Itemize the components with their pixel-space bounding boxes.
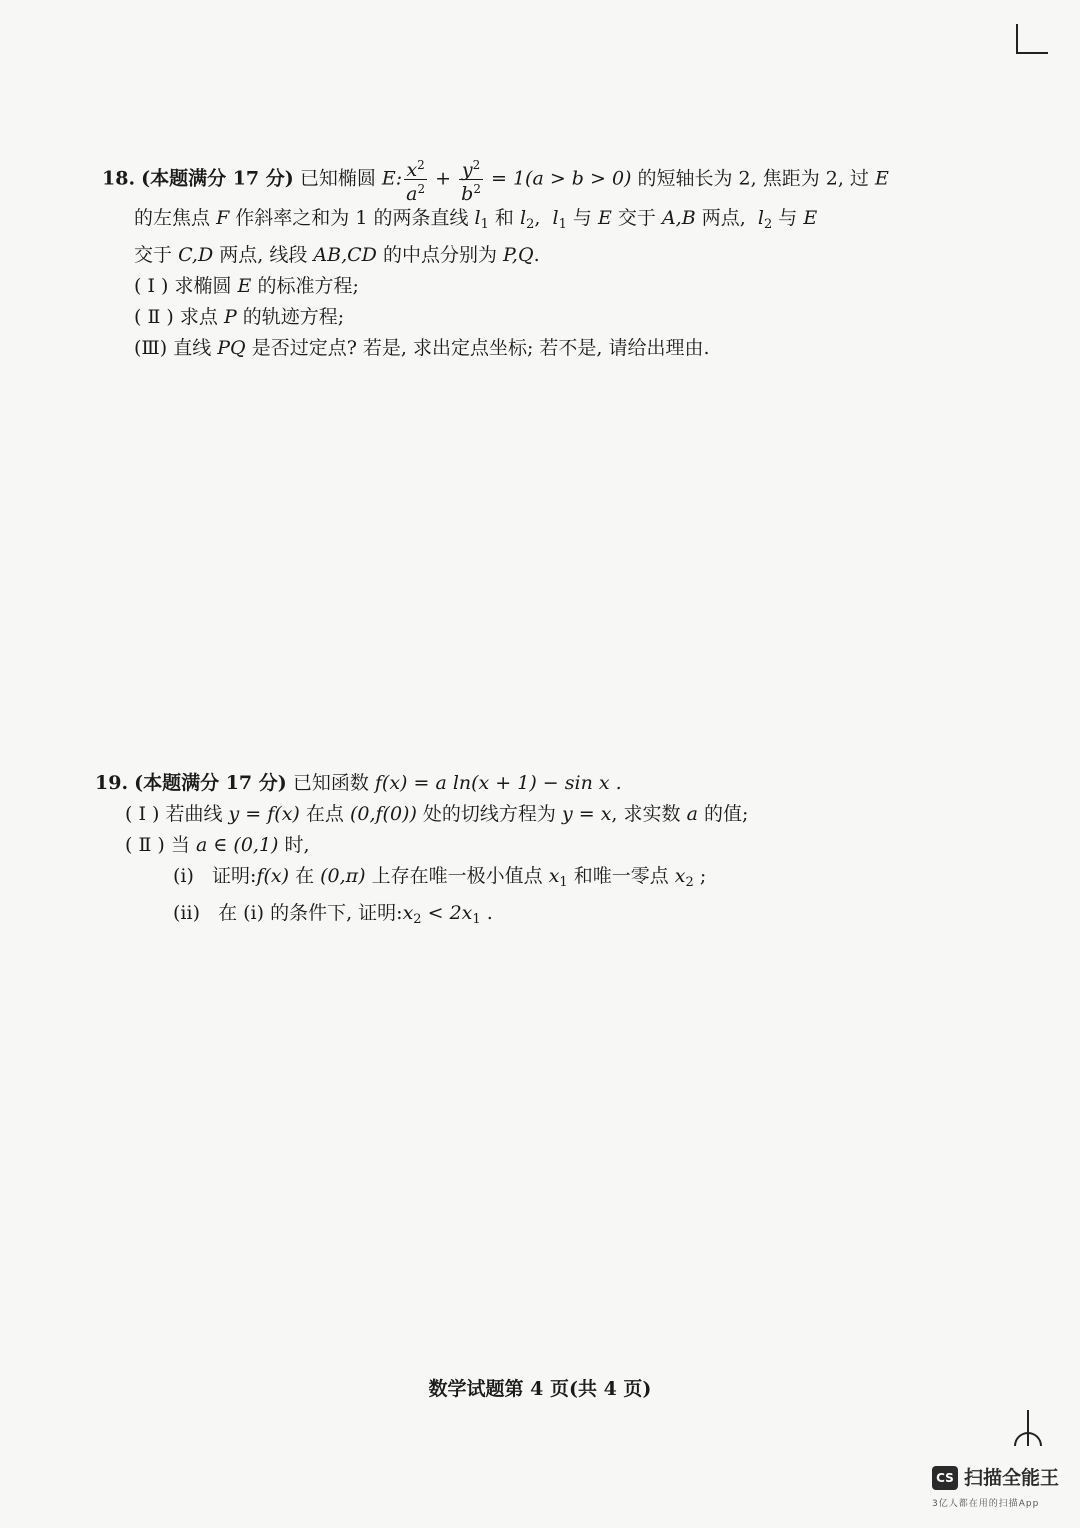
math-point: (0,f(0)) (349, 803, 417, 825)
problem-number: 18. (102, 167, 136, 190)
subscript: 2 (685, 875, 694, 890)
text: 直线 (173, 337, 212, 359)
text: 交于 (617, 207, 656, 229)
problem-18-line-1: 18. (本题满分 17 分) 已知椭圆 E: $\frac{x^2}{a^2}$ + $\frac{y^2}{b^2}$ = 1(a > b > 0) 的短轴长为 2, 焦距为 2, 过 E (102, 158, 889, 205)
text: 的短轴长为 2, 焦距为 2, 过 (637, 167, 869, 190)
math-fx: f(x) (256, 865, 290, 887)
math-CD: C,D (178, 244, 214, 266)
math-inequality: < 2 (421, 902, 462, 924)
subpart-label: (ii) (173, 902, 200, 924)
text: 当 (170, 834, 190, 856)
text: 求点 (179, 306, 218, 328)
text: 两点, 线段 (219, 244, 308, 266)
fraction-y2-b2: $\frac{y^2}{b^2}$ (461, 158, 481, 205)
math-x: x (406, 159, 418, 181)
math-a: a (406, 183, 418, 205)
text: 在点 (305, 803, 344, 825)
math-PQ: P,Q (503, 244, 534, 266)
math-equation-rest: = 1(a > b > 0) (491, 167, 632, 190)
text: 时, (284, 834, 310, 856)
fraction-x2-a2: $\frac{x^2}{a^2}$ (406, 158, 426, 205)
subscript: 1 (559, 875, 568, 890)
math-l: l (757, 207, 764, 229)
text: 两点, (701, 207, 746, 229)
math-interval: (0,π) (320, 865, 366, 887)
text: 作斜率之和为 1 的两条直线 (235, 207, 469, 229)
problem-19 (95, 768, 895, 935)
problem-score: (本题满分 17 分) (141, 167, 294, 190)
subscript: 1 (472, 912, 481, 927)
corner-crop-mark (1016, 24, 1048, 54)
math-E: E (237, 275, 252, 297)
part-label: (Ⅲ) (134, 337, 168, 359)
math-E: E (874, 167, 889, 190)
text: 上存在唯一极小值点 (371, 865, 543, 887)
text: 已知函数 (292, 772, 369, 794)
math-PQ: PQ (217, 337, 246, 359)
math-function: f(x) = a ln(x + 1) − sin x . (374, 772, 622, 794)
problem-19-part-1 (95, 799, 895, 830)
text: 处的切线方程为 (422, 803, 556, 825)
problem-18-part-1 (102, 271, 902, 302)
math-x: x (402, 902, 414, 924)
math-x: x (461, 902, 473, 924)
math-condition: a ∈ (0,1) (195, 834, 279, 856)
text: 的标准方程; (257, 275, 359, 297)
text: 在 (295, 865, 315, 887)
part-label: ( Ⅱ ) (134, 306, 174, 328)
part-label: ( Ⅰ ) (134, 275, 169, 297)
text: . (486, 902, 493, 924)
math-tangent: y = x (561, 803, 612, 825)
text: 和唯一零点 (573, 865, 669, 887)
text: 证明: (212, 865, 257, 887)
math-AB: A,B (661, 207, 696, 229)
text: 的左焦点 (134, 207, 211, 229)
subscript: 2 (763, 217, 773, 232)
text: ; (699, 865, 707, 887)
math-curve: y = f(x) (228, 803, 300, 825)
problem-19-subpart-ii (95, 898, 895, 935)
text: 与 (572, 207, 592, 229)
page-footer: 数学试题第 4 页(共 4 页) (428, 1378, 652, 1400)
text: 若曲线 (165, 803, 223, 825)
problem-18-line-2 (102, 203, 902, 240)
text: , (534, 207, 541, 229)
text: 在 (i) 的条件下, 证明: (218, 902, 403, 924)
math-l: l (474, 207, 481, 229)
math-E: E (597, 207, 612, 229)
camscanner-logo: CS (932, 1466, 958, 1490)
problem-number: 19. (95, 772, 129, 794)
problem-score: (本题满分 17 分) (134, 772, 287, 794)
problem-19-part-2 (95, 830, 895, 861)
math-b: b (461, 183, 474, 205)
text: 的轨迹方程; (242, 306, 345, 328)
math-x: x (674, 865, 686, 887)
math-l: l (519, 207, 527, 229)
math-a: a (686, 803, 698, 825)
math-F: F (216, 207, 230, 229)
problem-18-line-3 (102, 240, 902, 271)
watermark-app-name: 扫描全能王 (964, 1467, 1060, 1489)
subscript: 1 (480, 217, 489, 232)
math-l: l (552, 207, 559, 229)
text: . (533, 244, 540, 266)
text: 求椭圆 (174, 275, 232, 297)
subpart-label: (i) (173, 865, 194, 887)
math-E: E: (381, 167, 403, 190)
crop-mark (1014, 1410, 1042, 1450)
math-E: E (803, 207, 818, 229)
text: , 求实数 (611, 803, 681, 825)
math-P: P (223, 306, 237, 328)
text: 与 (778, 207, 798, 229)
part-label: ( Ⅰ ) (125, 803, 160, 825)
text: 已知椭圆 (299, 167, 376, 190)
scanner-watermark (932, 1466, 1072, 1516)
problem-18-part-3 (102, 333, 902, 364)
text: 和 (494, 207, 514, 229)
problem-19-subpart-i (95, 861, 895, 898)
math-x: x (548, 865, 560, 887)
math-AB-CD: AB,CD (313, 244, 377, 266)
part-label: ( Ⅱ ) (125, 834, 165, 856)
problem-19-line-1 (95, 768, 895, 799)
subscript: 2 (526, 217, 535, 232)
text: 是否过定点? 若是, 求出定点坐标; 若不是, 请给出理由. (251, 337, 710, 359)
subscript: 1 (558, 217, 567, 232)
text: 的中点分别为 (382, 244, 497, 266)
problem-18 (102, 156, 902, 364)
math-y: y (461, 159, 473, 181)
watermark-tagline: 3亿人都在用的扫描App (932, 1499, 1040, 1509)
text: 交于 (134, 244, 173, 266)
text: 的值; (703, 803, 749, 825)
subscript: 2 (413, 912, 422, 927)
problem-18-part-2 (102, 302, 902, 333)
